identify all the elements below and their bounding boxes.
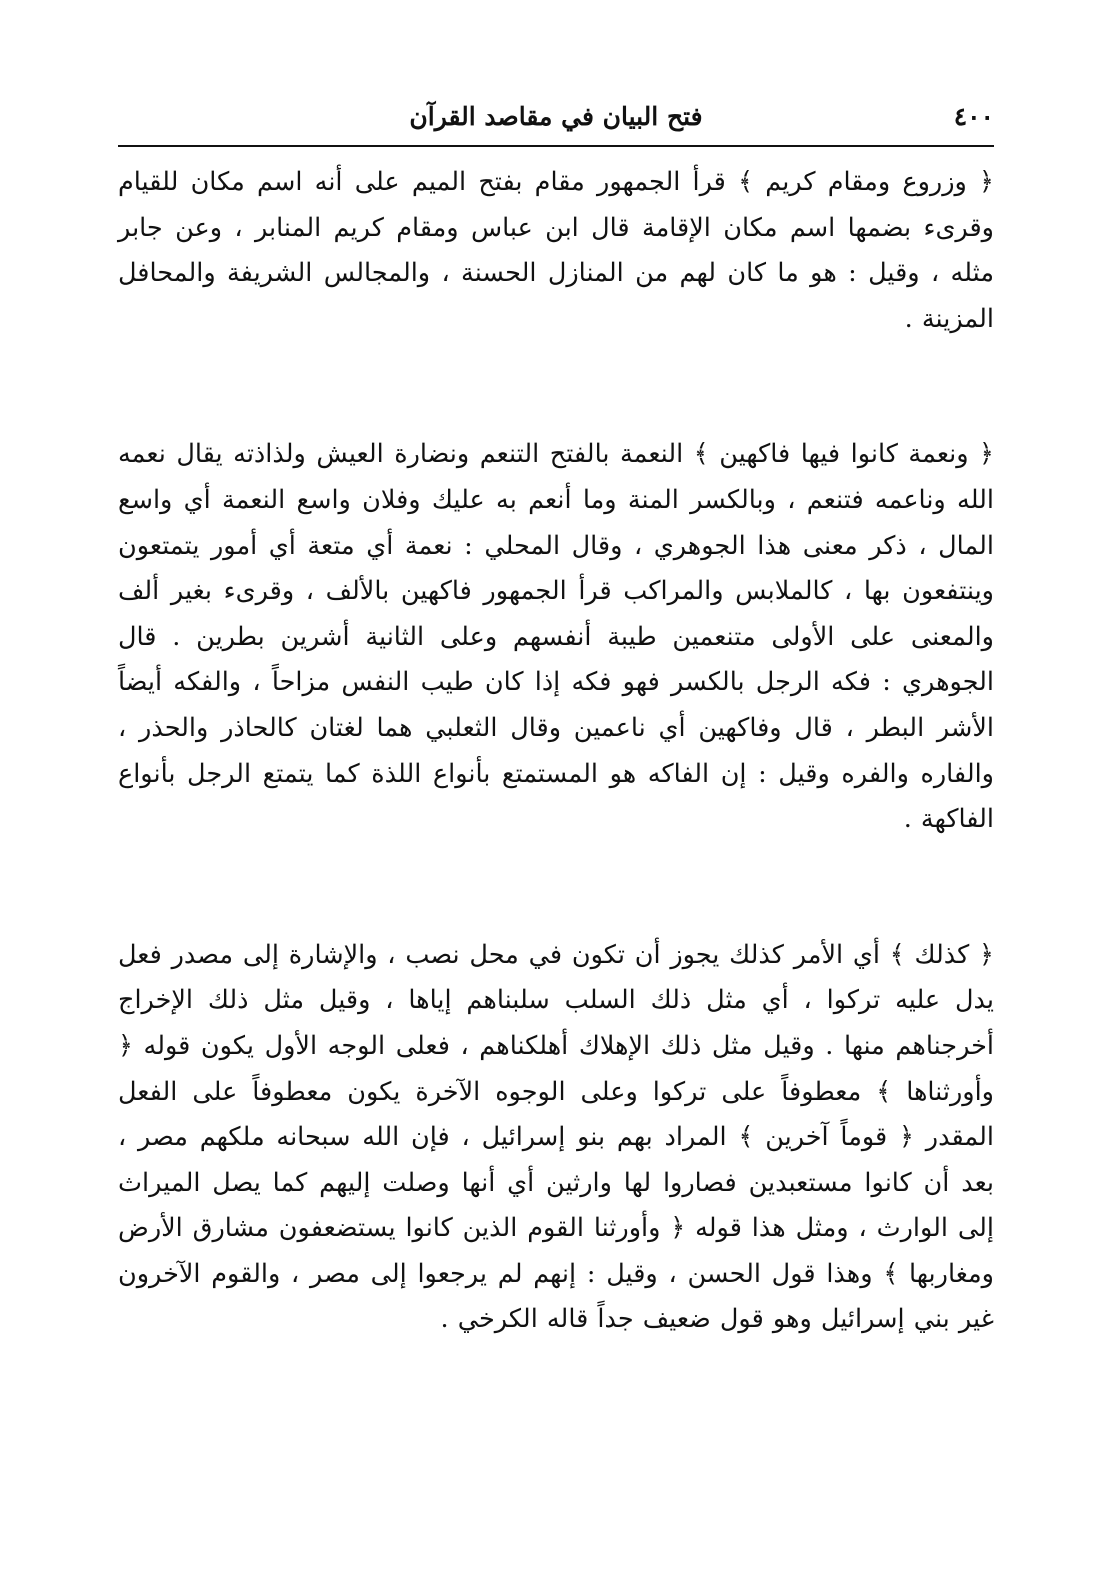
- running-header: [118, 96, 994, 140]
- paragraph-2: ﴿ ونعمة كانوا فيها فاكهين ﴾ النعمة بالفتح التنعم ونضارة العيش ولذاذته يقال نعمه الله وناعمه فتنعم ، وبالكسر المنة وما أنعم به عليك وفلان واسع النعمة أي واسع المال ، ذكر معنى هذا الجوهري ، وقال المحلي : نعمة أي متعة أي أمور يتمتعون وينتفعون بها ، كالملابس والمراكب قرأ الجمهور فاكهين بالألف ، وقرىء بغير ألف والمعنى على الأولى متنعمين طيبة أنفسهم وعلى الثانية أشرين بطرين . قال الجوهري : فكه الرجل بالكسر فهو فكه إذا كان طيب النفس مزاحاً ، والفكه أيضاً الأشر البطر ، قال وفاكهين أي ناعمين وقال الثعلبي هما لغتان كالحاذر والحذر ، والفاره والفره وقيل : إن الفاكه هو المستمتع بأنواع اللذة كما يتمتع الرجل بأنواع الفاكهة .: [118, 439, 994, 835]
- paragraph-1: ﴿ وزروع ومقام كريم ﴾ قرأ الجمهور مقام بفتح الميم على أنه اسم مكان للقيام وقرىء بضمها اسم مكان الإقامة قال ابن عباس ومقام كريم المنابر ، وعن جابر مثله ، وقيل : هو ما كان لهم من المنازل الحسنة ، والمجالس الشريفة والمحافل المزينة .: [118, 167, 994, 334]
- header-title: فتح البيان في مقاصد القرآن: [409, 102, 703, 131]
- page-number: ٤٠٠: [953, 102, 994, 131]
- header-divider: [118, 145, 994, 147]
- paragraph-3: ﴿ كذلك ﴾ أي الأمر كذلك يجوز أن تكون في محل نصب ، والإشارة إلى مصدر فعل يدل عليه تركوا ، أي مثل ذلك السلب سلبناهم إياها ، وقيل مثل ذلك الإخراج أخرجناهم منها . وقيل مثل ذلك الإهلاك أهلكناهم ، فعلى الوجه الأول يكون قوله ﴿ وأورثناها ﴾ معطوفاً على تركوا وعلى الوجوه الآخرة يكون معطوفاً على الفعل المقدر ﴿ قوماً آخرين ﴾ المراد بهم بنو إسرائيل ، فإن الله سبحانه ملكهم مصر ، بعد أن كانوا مستعبدين فصاروا لها وارثين أي أنها وصلت إليهم كما يصل الميراث إلى الوارث ، ومثل هذا قوله ﴿ وأورثنا القوم الذين كانوا يستضعفون مشارق الأرض ومغاربها ﴾ وهذا قول الحسن ، وقيل : إنهم لم يرجعوا إلى مصر ، والقوم الآخرون غير بني إسرائيل وهو قول ضعيف جداً قاله الكرخي .: [118, 939, 994, 1335]
- text-body: [118, 160, 994, 1343]
